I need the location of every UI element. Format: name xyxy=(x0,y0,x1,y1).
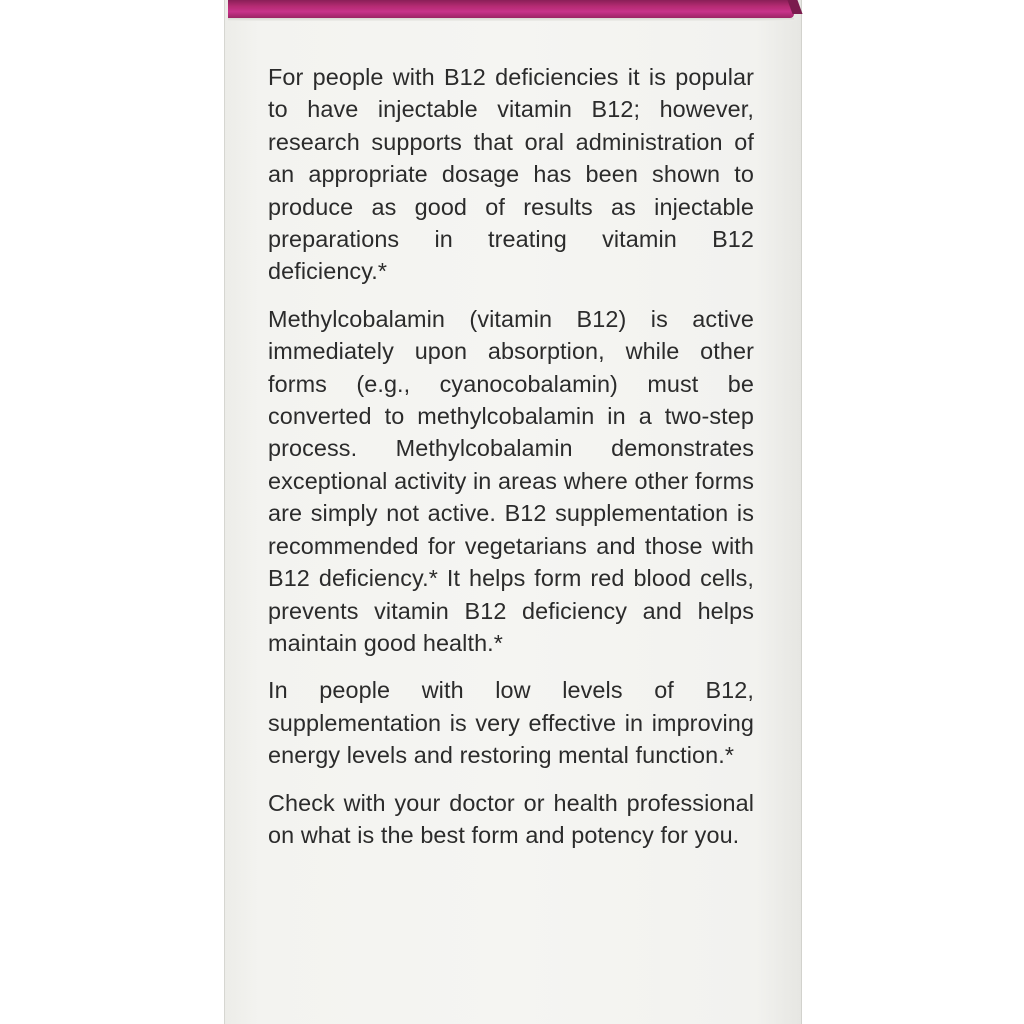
paragraph-methylcobalamin: Methylcobalamin (vitamin B12) is active immediately upon absorption, while other forms (e.g., cyanocobalamin) must be converted to methylcobalamin in a two-step process. Methylcobalamin demonstrates exceptional activity in areas where other forms are simply not active. B12 supplementation is recommended for vegetarians and those with B12 deficiency.* It helps form red blood cells, prevents vitamin B12 deficiency and helps maintain good health.* xyxy=(268,305,754,656)
box-fold-edge xyxy=(228,18,794,21)
paragraph-low-levels: In people with low levels of B12, supplementation is very effective in improving energy levels and restoring mental function.* xyxy=(268,677,754,769)
description-text xyxy=(268,61,754,866)
paragraph-check-doctor: Check with your doctor or health professional on what is the best form and potency for you. xyxy=(268,789,754,848)
magenta-top-strip xyxy=(228,0,794,18)
paragraph-b12-injectable: For people with B12 deficiencies it is popular to have injectable vitamin B12; however, research supports that oral administration of an appropriate dosage has been shown to produce as good of results as injectable preparations in treating vitamin B12 deficiency.* xyxy=(268,64,754,285)
